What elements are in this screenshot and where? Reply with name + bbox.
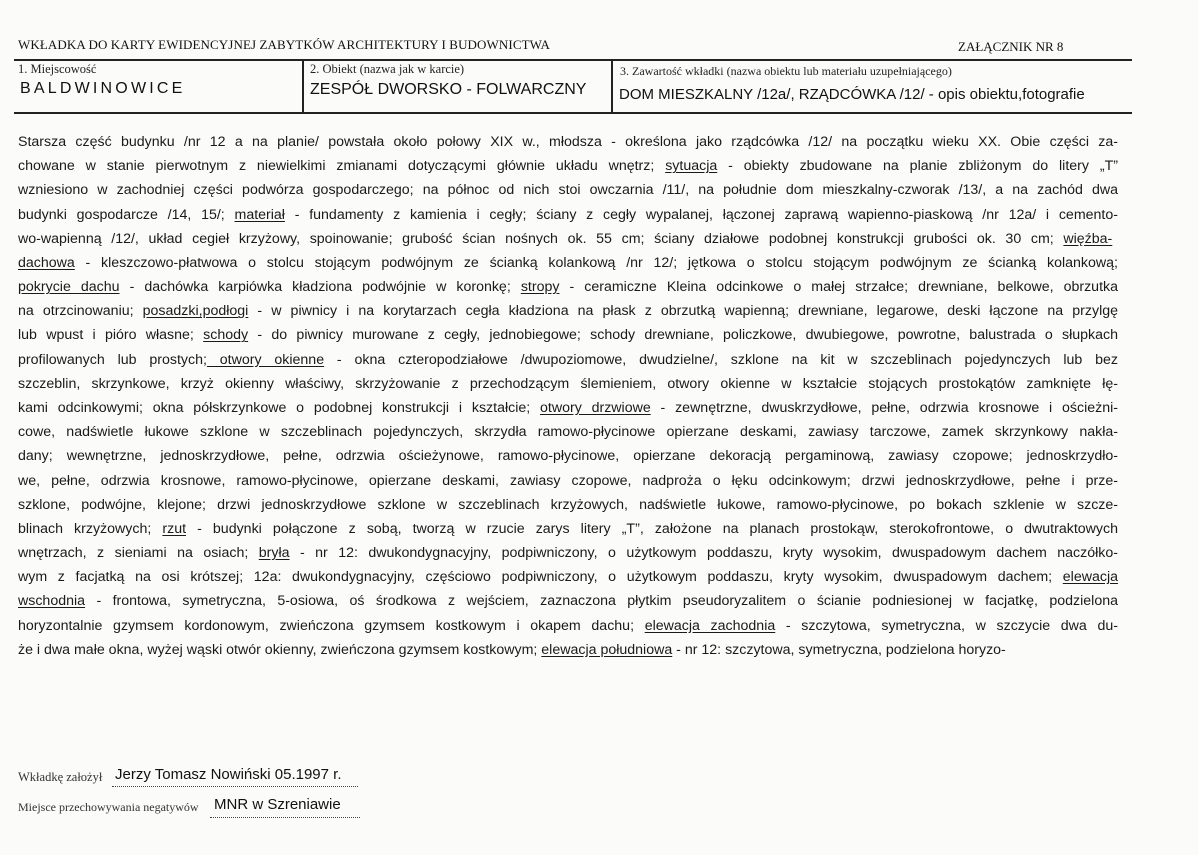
text-segment: szczeblin, skrzynkowe, krzyż okienny właściwy, skrzyżowanie z przechodzącym ślemieniem, otwory okienne w kształcie stojących prostokątów zamknięte łę- [18,375,1118,392]
content-value: DOM MIESZKALNY /12a/, RZĄDCÓWKA /12/ - opis obiektu,fotografie [619,86,1085,103]
text-line [18,521,1118,537]
text-line [18,569,1118,585]
text-line [18,497,1118,513]
text-line [18,158,1118,174]
keyword-underlined: wschodnia [18,593,86,610]
locality-label: 1. Miejscowość [18,62,97,76]
text-segment: wzniesiono w zachodniej części podwórza gospodarczego; na północ od nich stoi owczarnia /11/, na południe dom mieszkalny-czworak /13/, a na zachód dwa [18,182,1118,199]
keyword-underlined: stropy [520,279,560,296]
text-line [18,545,1118,561]
text-segment: - do piwnicy murowane z cegły, jednobiegowe; schody drewniane, policzkowe, dwubiegowe, powrotne, balustrada o słupkach [248,327,1118,344]
keyword-underlined: otwory okienne [206,351,325,368]
keyword-underlined: elewacja południowa [541,641,673,658]
keyword-underlined: pokrycie dachu [18,279,120,296]
text-segment: budynki gospodarcze /14, 15/; [18,206,235,223]
text-segment: - w piwnicy i na korytarzach cegła kładziona na płask z obrzutką wapienną; drewniane, legarowe, deski łączone na przylgę [248,303,1118,320]
text-line [18,424,1118,440]
keyword-underlined: posadzki,podłogi [142,303,249,320]
text-line [18,327,1118,343]
storage-label: Miejsce przechowywania negatywów [18,800,199,814]
text-segment: - nr 12: szczytowa, symetryczna, podzielona horyzo- [672,641,1006,658]
text-line [18,376,1118,392]
keyword-underlined: elewacja [1062,569,1118,586]
text-segment: dany; wewnętrzne, jednoskrzydłowe, pełne, odrzwia ościeżynowe, ramowo-płycinowe, opierzane dekoracją pergaminową, zawiasy czopowe; jednoskrzydło- [18,448,1118,465]
author-label: Wkładkę założył [18,770,103,784]
keyword-underlined: więźba- [1063,230,1113,247]
text-segment: chowane w stanie pierwotnym z niewielkimi zmianami dotyczącymi głównie układu wnętrz; [18,158,666,175]
text-segment: horyzontalnie gzymsem kordonowym, zwieńczona gzymsem kostkowym i okapem dachu; [18,617,645,634]
text-segment: wnętrzach, z sieniami na osiach; [18,545,259,562]
text-segment: blinach krzyżowych; [18,520,163,537]
keyword-underlined: bryła [258,545,290,562]
author-dotted-line [112,786,358,787]
storage-dotted-line [210,817,360,818]
keyword-underlined: rzut [162,520,187,537]
text-line [18,593,1118,609]
text-segment: lub wpust i pióro własne; [18,327,204,344]
text-segment: - fundamenty z kamienia i cegły; ściany z cegły wypalanej, łączonej zaprawą wapienno-piaskową /nr 12a/ i cemento- [284,206,1118,223]
field-divider-2 [611,60,613,113]
text-segment: na otrzcinowaniu; [18,303,143,320]
storage-value: MNR w Szreniawie [214,796,341,813]
text-segment: - frontowa, symetryczna, 5-osiowa, oś środkowa z wejściem, zaznaczona płytkim pseudoryzalitem o ścianie podniesionej w facjatkę, podzielona [85,593,1118,610]
content-label: 3. Zawartość wkładki (nazwa obiektu lub materiału uzupełniającego) [620,64,952,78]
text-line [18,473,1118,489]
text-segment: - nr 12: dwukondygnacyjny, podpiwniczony, o użytkowym poddaszu, kryty wysokim, dwuspadowym dachem naczółko- [289,545,1118,562]
text-line [18,400,1118,416]
text-segment: we, pełne, odrzwia krosnowe, ramowo-płycinowe, opierzane deskami, zawiasy czopowe, nadproża o łęku odcinkowym; drzwi jednoskrzydłowe, pełne i prze- [18,472,1118,489]
text-segment: cowe, nadświetle łukowe szklone w szczeblinach pojedynczych, skrzydła ramowo-płycinowe opierzane deskami, zawiasy tarczowe, zamek skrzynkowy nakła- [18,424,1118,441]
text-line [18,448,1118,464]
keyword-underlined: elewacja zachodnia [644,617,776,634]
text-segment: - obiekty zbudowane na planie zbliżonym do litery „T” [717,158,1118,175]
text-line [18,255,1118,271]
text-segment: kami odcinkowymi; okna półskrzynkowe o podobnej konstrukcji i kształcie; [18,399,540,416]
keyword-underlined: otwory drzwiowe [540,399,651,416]
text-line [18,207,1118,223]
keyword-underlined: dachowa [18,254,75,271]
keyword-underlined: sytuacja [665,158,718,175]
text-line [18,231,1112,247]
header-bottom-rule [14,112,1132,114]
text-line [18,642,1006,658]
text-segment: wym z facjatką na osi krótszej; 12a: dwukondygnacyjny, częściowo podpiwniczony, o użytkowym poddaszu, kryty wysokim, dwuspadowym dachem; [18,569,1063,586]
keyword-underlined: schody [203,327,249,344]
keyword-underlined: materiał [234,206,285,223]
text-segment: wo-wapienną /12/, układ cegieł krzyżowy, spoinowanie; grubość ścian nośnych ok. 55 cm; ściany działowe podobnej konstrukcji grubości ok. 30 cm; [18,230,1064,247]
text-segment: - budynki połączone z sobą, tworzą w rzucie zarys litery „T”, założone na planach prostokąw, sterokofrontowe, o dwutraktowych [186,520,1118,537]
text-line [18,279,1118,295]
text-segment: - okna czteropodziałowe /dwupoziomowe, dwudzielne/, szklone na kit w szczeblinach pojedynczych lub bez [324,351,1118,368]
object-label: 2. Obiekt (nazwa jak w karcie) [310,62,465,76]
text-line [18,134,1118,150]
text-segment: - dachówka karpiówka kładziona podwójnie w koronkę; [119,279,521,296]
header-top-rule [14,59,1132,61]
text-segment: że i dwa małe okna, wyżej wąski otwór okienny, zwieńczona gzymsem kostkowym; [18,641,542,658]
locality-value: BALDWINOWICE [20,80,186,97]
text-segment: - kleszczowo-płatwowa o stolcu stojącym podwójnym ze ścianką kolankową /nr 12/; jętkowa o stolcu stojącym podwójnym ze ścianką kolankową; [74,254,1118,271]
field-divider-1 [302,60,304,113]
text-segment: - ceramiczne Kleina odcinkowe o małej strzałce; drewniane, belkowe, obrzutka [559,279,1118,296]
text-line [18,182,1118,198]
attachment-number: ZAŁĄCZNIK NR 8 [958,39,1064,54]
object-value: ZESPÓŁ DWORSKO - FOLWARCZNY [310,81,587,98]
form-title: WKŁADKA DO KARTY EWIDENCYJNEJ ZABYTKÓW ARCHITEKTURY I BUDOWNICTWA [18,37,551,52]
text-line [18,618,1118,634]
text-segment: profilowanych lub prostych; [18,351,207,368]
author-value: Jerzy Tomasz Nowiński 05.1997 r. [115,766,342,783]
text-segment: - zewnętrzne, dwuskrzydłowe, pełne, odrzwia krosnowe i ościeżni- [650,399,1118,416]
text-line [18,303,1118,319]
text-line [18,352,1118,368]
text-segment: szklone, podwójne, klejone; drzwi jednoskrzydłowe szklone w szczeblinach krzyżowych, nadświetle łukowe, ramowo-płycinowe, po bokach szklenie w szcze- [18,496,1118,513]
text-segment: - szczytowa, symetryczna, w szczycie dwa du- [775,617,1118,634]
text-segment: Starsza część budynku /nr 12 a na planie/ powstała około połowy XIX w., młodsza - określona jako rządcówka /12/ na początku wieku XX. Obie części za- [18,134,1118,150]
